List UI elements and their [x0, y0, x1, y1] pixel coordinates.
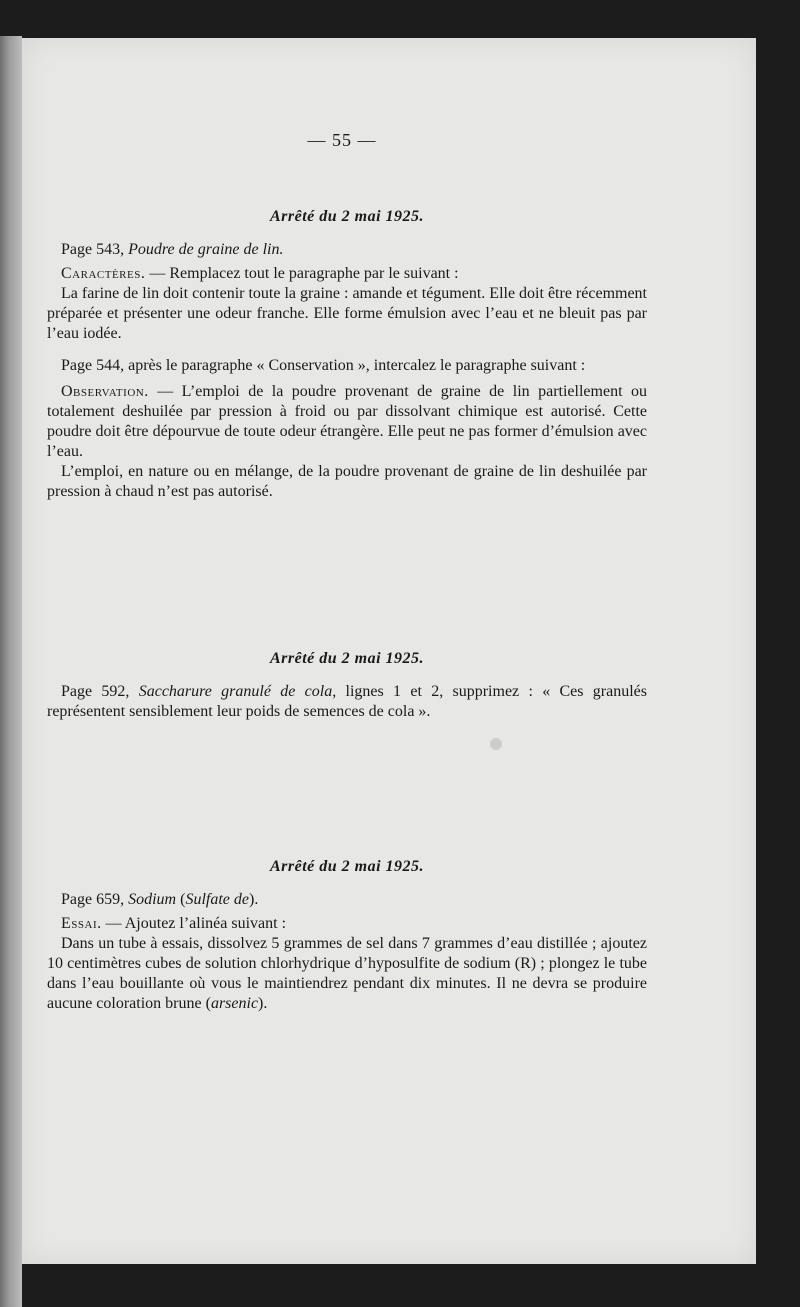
- tube-end: ).: [258, 995, 268, 1012]
- subtitle-prefix: Page 659,: [61, 891, 129, 908]
- page-number: — 55 —: [307, 130, 377, 150]
- adjacent-page-edge: [0, 36, 22, 1307]
- page-prefix: Page 592,: [61, 683, 139, 700]
- section-heading: Arrêté du 2 mai 1925.: [269, 650, 425, 667]
- text-essai: — Ajoutez l’alinéa suivant :: [101, 915, 287, 932]
- label-observation: Observation.: [61, 383, 149, 400]
- section-heading: Arrêté du 2 mai 1925.: [269, 208, 425, 225]
- document-page: [22, 38, 756, 1264]
- paragraph-emploi: L’emploi, en nature ou en mélange, de la poudre provenant de graine de lin deshuilée par pression à chaud n’est pas autorisé.: [47, 463, 647, 500]
- text-caracteres: — Remplacez tout le paragraphe par le suivant :: [145, 265, 459, 282]
- section-subtitle: [47, 240, 647, 260]
- section-arrete-1: [47, 208, 647, 502]
- paragraph-observation: [47, 382, 647, 462]
- subtitle-italic-sulfate: Sulfate de: [185, 891, 249, 908]
- paragraph-farine: La farine de lin doit contenir toute la graine : amande et tégument. Elle doit être récemment préparée et présenter une odeur franche. Elle forme émulsion avec l’eau et ne bleuit pas par l’eau iodée.: [47, 285, 647, 342]
- section-heading: Arrêté du 2 mai 1925.: [269, 858, 425, 875]
- paragraph-tube: [47, 934, 647, 1014]
- paragraph-page-544: Page 544, après le paragraphe « Conservation », intercalez le paragraphe suivant :: [61, 357, 586, 374]
- section-subtitle: [47, 890, 647, 910]
- label-essai: Essai.: [61, 915, 102, 932]
- subtitle-italic: Poudre de graine de lin.: [128, 241, 284, 258]
- subtitle-italic-sodium: Sodium: [128, 891, 177, 908]
- paragraph-text: lignes 1 et 2, supprimez : « Ces granulés représentent sensiblement leur poids de semences de cola ».: [47, 683, 648, 720]
- subtitle-close: ).: [248, 891, 259, 908]
- tube-text: Dans un tube à essais, dissolvez 5 grammes de sel dans 7 grammes d’eau distillée ; ajoutez 10 centimètres cubes de solution chlorhydrique d’hyposulfite de sodium (R) ; plongez le tube dans l’eau bouillante où vous le maintiendrez pendant dix minutes. Il ne devra se produire aucune coloration brune (: [47, 935, 647, 1012]
- product-name: Saccharure granulé de cola,: [138, 683, 337, 700]
- subtitle-prefix: Page 543,: [61, 241, 129, 258]
- paragraph-essai: [47, 914, 647, 934]
- section-arrete-2: [47, 650, 647, 722]
- tube-italic: arsenic: [210, 995, 259, 1012]
- text-observation: — L’emploi de la poudre provenant de graine de lin partiellement ou totalement deshuilée par pression à froid ou par dissolvant chimique est autorisé. Cette poudre doit être dépourvue de toute odeur étrangère. Elle peut ne pas former d’émulsion avec l’eau.: [47, 383, 647, 460]
- paragraph-caracteres: [47, 264, 647, 284]
- paragraph-saccharure: [47, 682, 647, 722]
- label-caracteres: Caractères.: [61, 265, 146, 282]
- section-arrete-3: [47, 858, 647, 1014]
- paper-stain: [490, 738, 502, 750]
- subtitle-open: (: [176, 891, 186, 908]
